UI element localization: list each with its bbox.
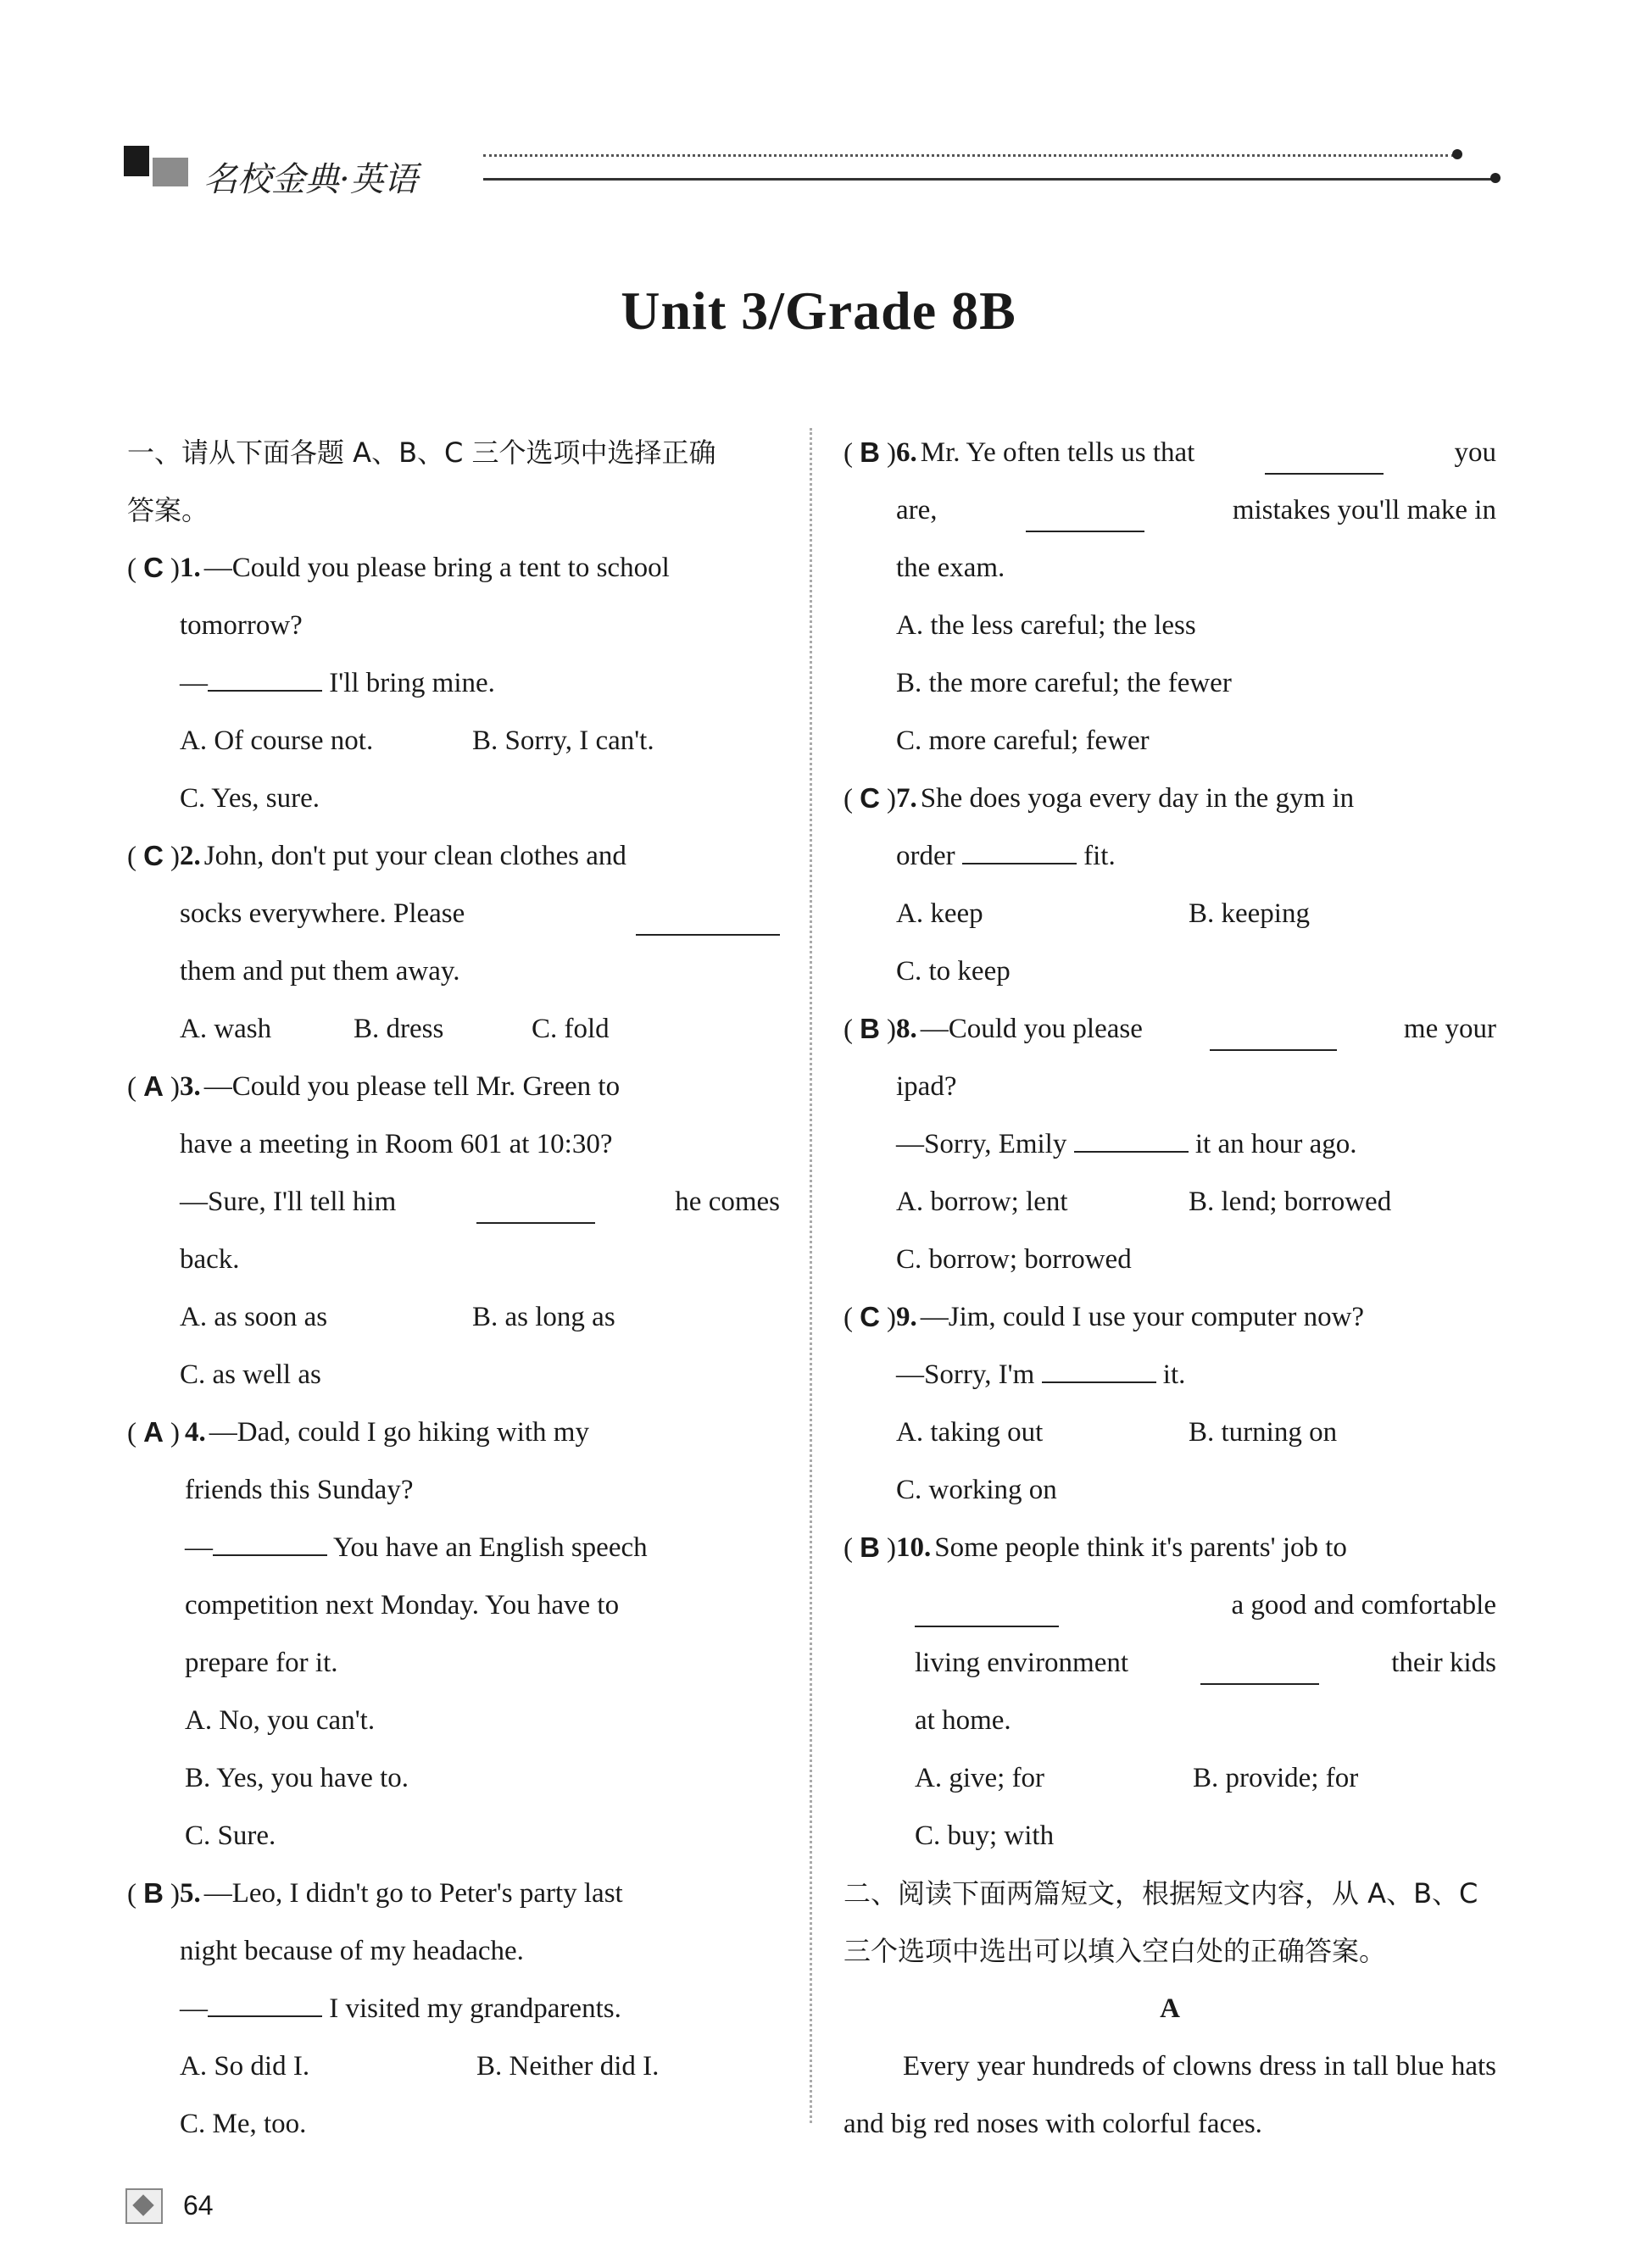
answer: C [860,782,880,814]
answer: B [860,1531,880,1563]
question-6: ( B ) 6. Mr. Ye often tells us that you are, mistakes you'll make in the exam. A. the less careful; the less B. the more careful; the fewer C. more careful; fewer [844,424,1496,770]
answer-blank [476,1197,595,1224]
answer: A [143,1416,164,1448]
section-2-heading: 二、阅读下面两篇短文，根据短文内容，从 A、B、C 三个选项中选出可以填入空白处的正确答案。 [844,1877,1478,1967]
answer-blank [1042,1356,1156,1383]
question-7: ( C ) 7. She does yoga every day in the gym in order fit. A. keep B. keeping C. to keep [844,770,1496,1000]
answer-bracket: ( A ) [127,1058,180,1404]
answer: A [143,1070,164,1102]
option-a: A. wash [180,1014,272,1044]
option-c: C. to keep [896,956,1011,987]
option-c: C. as well as [180,1359,321,1390]
answer-blank [213,1529,327,1556]
column-divider [810,428,812,2123]
option-a: A. Of course not. [180,725,374,756]
header-black-block [124,146,149,176]
option-b: B. provide; for [1193,1763,1359,1793]
question-10: ( B ) 10. Some people think it's parents' job to a good and comfortable living environment their kids at home. A. give; for B. provide; for C. buy; with [844,1519,1496,1865]
header-dotted-rule [483,154,1454,157]
answer-blank [208,1990,322,2017]
header-dot [1452,149,1462,159]
option-b: B. the more careful; the fewer [896,668,1232,698]
left-column [127,424,780,2153]
answer: C [143,840,164,871]
option-b: B. as long as [472,1302,615,1332]
question-4: ( A ) 4. —Dad, could I go hiking with my friends this Sunday? — You have an English speech competition next Monday. You have to prepare for it. A. No, you can't. B. Yes, you have to. C. Sure. [127,1404,780,1865]
option-a: A. So did I. [180,2051,310,2082]
running-header [119,136,1509,203]
section-1-heading: 一、请从下面各题 A、B、C 三个选项中选择正确 答案。 [127,436,716,526]
question-number: 9. [896,1302,917,1332]
answer: C [143,552,164,583]
question-5: ( B ) 5. —Leo, I didn't go to Peter's party last night because of my headache. — I visited my grandparents. A. So did I. B. Neither did I. C. Me, too. [127,1865,780,2153]
header-dot [1490,173,1501,183]
answer-blank [1074,1126,1189,1153]
question-number: 5. [180,1878,201,1909]
question-number: 2. [180,841,201,871]
question-number: 3. [180,1071,201,1102]
option-c: C. more careful; fewer [896,725,1150,756]
diamond-icon [125,2188,163,2224]
answer: B [143,1877,164,1909]
option-a: A. as soon as [180,1302,328,1332]
answer-blank [636,909,780,936]
option-a: A. borrow; lent [896,1187,1068,1217]
option-a: A. keep [896,898,983,929]
question-1: ( C ) 1. —Could you please bring a tent to school tomorrow? — I'll bring mine. A. Of course not. B. Sorry, I can't. C. Yes, sure. [127,539,780,827]
answer-blank [208,664,322,692]
answer-bracket: ( B ) [844,1000,896,1288]
answer-blank [1210,1024,1337,1051]
option-c: C. working on [896,1475,1057,1505]
answer-blank [1026,505,1144,532]
right-column [844,424,1496,2153]
passage-paragraph: Every year hundreds of clowns dress in tall blue hats and big red noses with colorful faces. [844,2051,1496,2139]
answer-blank [962,837,1077,864]
option-c: C. fold [532,1014,610,1044]
answer: C [860,1301,880,1332]
option-b: B. lend; borrowed [1189,1187,1392,1217]
option-c: C. borrow; borrowed [896,1244,1132,1275]
header-title: 名校金典·英语 [203,160,418,199]
option-a: A. give; for [915,1763,1045,1793]
question-number: 7. [896,783,917,814]
answer-bracket: ( C ) [844,1288,896,1519]
option-b: B. Neither did I. [476,2051,660,2082]
option-a: A. No, you can't. [185,1705,376,1736]
option-a: A. the less careful; the less [896,610,1196,641]
answer-blank [915,1600,1059,1627]
question-9: ( C ) 9. —Jim, could I use your computer now? —Sorry, I'm it. A. taking out B. turning on C. working on [844,1288,1496,1519]
option-b: B. Yes, you have to. [185,1763,409,1793]
question-number: 4. [185,1417,206,1448]
answer-bracket: ( C ) [127,827,180,1058]
header-solid-rule [483,178,1492,181]
option-b: B. turning on [1189,1417,1338,1448]
option-b: B. dress [354,1014,444,1044]
option-b: B. Sorry, I can't. [472,725,654,756]
option-c: C. Yes, sure. [180,783,320,814]
passage-label: A [1160,1993,1180,2024]
answer: B [860,1013,880,1044]
question-number: 1. [180,553,201,583]
option-c: C. Sure. [185,1821,276,1851]
unit-title: Unit 3/Grade 8B [621,281,1016,341]
question-number: 8. [896,1014,917,1044]
answer: B [860,436,880,468]
answer-blank [1265,447,1384,475]
answer-bracket: ( B ) [844,424,896,770]
answer-blank [1200,1658,1319,1685]
question-2: ( C ) 2. John, don't put your clean clothes and socks everywhere. Please them and put them away. A. wash B. dress C. fold [127,827,780,1058]
option-c: C. Me, too. [180,2109,307,2139]
answer-bracket: ( B ) [844,1519,896,1865]
question-number: 10. [896,1532,932,1563]
question-3: ( A ) 3. —Could you please tell Mr. Green to have a meeting in Room 601 at 10:30? —Sure, I'll tell him he comes back. A. as soon as B. as long as C. as well as [127,1058,780,1404]
question-number: 6. [896,437,917,468]
option-c: C. buy; with [915,1821,1055,1851]
answer-bracket: ( C ) [127,539,180,827]
option-a: A. taking out [896,1417,1044,1448]
option-b: B. keeping [1189,898,1310,929]
header-gray-block [153,158,188,186]
answer-bracket: ( A ) [127,1404,180,1865]
answer-bracket: ( B ) [127,1865,180,2153]
question-8: ( B ) 8. —Could you please me your ipad? —Sorry, Emily it an hour ago. A. borrow; lent B. lend; borrowed C. borrow; borrowed [844,1000,1496,1288]
page-number: 64 [183,2190,214,2221]
answer-bracket: ( C ) [844,770,896,1000]
